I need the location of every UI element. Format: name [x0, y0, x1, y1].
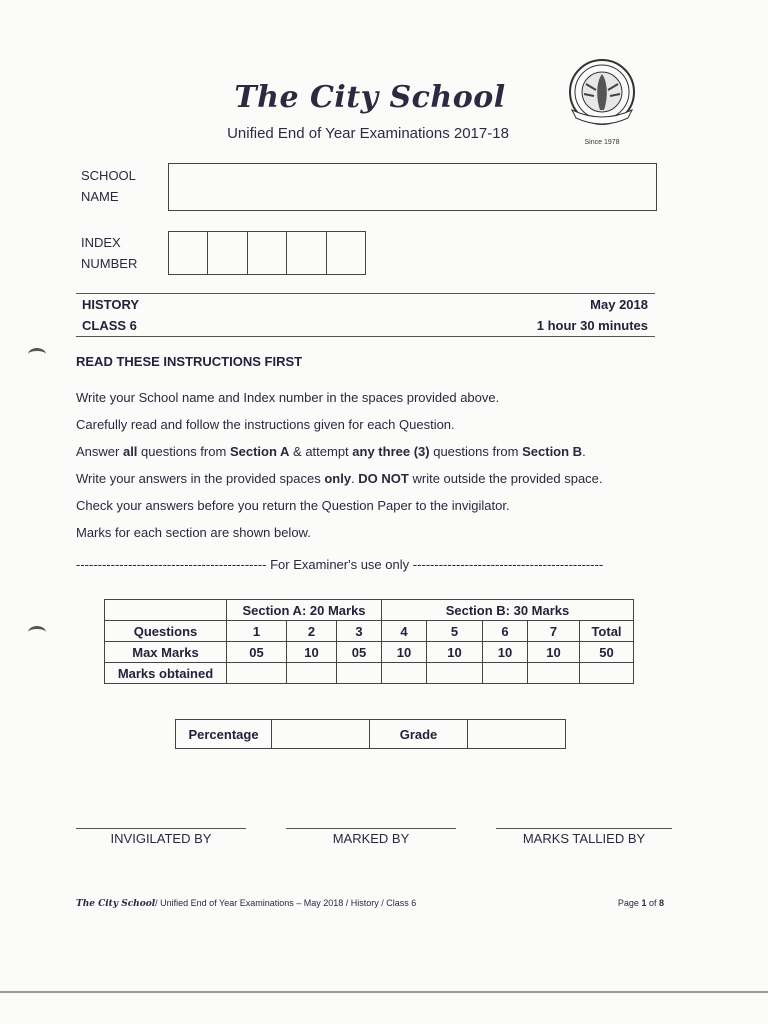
- scan-bottom-edge: [0, 991, 768, 993]
- invigilated-signature-line[interactable]: [76, 828, 246, 829]
- instr3-text: .: [582, 444, 586, 459]
- instr3-text: Answer: [76, 444, 123, 459]
- tallied-signature-line[interactable]: [496, 828, 672, 829]
- max-mark-cell: 10: [287, 642, 337, 663]
- table-row: [105, 600, 634, 621]
- instructions-heading: READ THESE INSTRUCTIONS FIRST: [76, 354, 303, 369]
- max-mark-cell: 10: [528, 642, 580, 663]
- punch-hole-mark: [28, 348, 46, 361]
- index-digit-cell[interactable]: [169, 232, 208, 274]
- question-cell: 2: [287, 621, 337, 642]
- marked-by-label: MARKED BY: [332, 831, 410, 846]
- instr3-bold-all: all: [122, 444, 138, 459]
- index-number-label: [81, 232, 137, 274]
- max-mark-cell: 10: [382, 642, 427, 663]
- subject-bottom-rule: [76, 336, 655, 337]
- instr4-text: write outside the provided space.: [408, 471, 603, 486]
- page-footer: [76, 898, 416, 909]
- max-mark-cell: 10: [427, 642, 483, 663]
- subject-name: HISTORY: [82, 297, 140, 312]
- obtained-mark-cell-total[interactable]: [580, 663, 634, 684]
- instr4-bold-only: only: [324, 471, 352, 486]
- instr3-text: questions from: [429, 444, 523, 459]
- question-cell: 1: [227, 621, 287, 642]
- subject-class: CLASS 6: [82, 318, 137, 333]
- page-total: 8: [658, 898, 664, 908]
- instr3-text: questions from: [137, 444, 230, 459]
- grade-field[interactable]: [468, 720, 566, 749]
- examiner-use-divider: -------------------------------------------- For Examiner's use only --------------------------------------------: [76, 557, 604, 572]
- instr3-bold-section-a: Section A: [229, 444, 290, 459]
- exam-date: May 2018: [590, 297, 648, 312]
- instruction-line-1: Write your School name and Index number in the spaces provided above.: [76, 390, 500, 405]
- row-label-questions: Questions: [105, 621, 227, 642]
- page-number: [560, 898, 664, 908]
- question-cell: 7: [528, 621, 580, 642]
- footer-brand: The City School: [76, 899, 156, 909]
- percentage-label: Percentage: [176, 720, 272, 749]
- obtained-mark-cell[interactable]: [227, 663, 287, 684]
- instr3-bold-section-b: Section B: [522, 444, 583, 459]
- max-mark-cell-total: 50: [580, 642, 634, 663]
- instr3-bold-any-three: any three (3): [352, 444, 430, 459]
- grade-table: [175, 719, 566, 749]
- school-brand-title: The City School: [234, 80, 506, 115]
- index-digit-cell[interactable]: [208, 232, 247, 274]
- table-row: [105, 642, 634, 663]
- school-crest-logo: [566, 58, 638, 130]
- question-cell-total: Total: [580, 621, 634, 642]
- table-row: [105, 621, 634, 642]
- page-prefix: Page: [617, 898, 642, 908]
- logo-since-text: Since 1978: [584, 139, 620, 146]
- index-label-line2: NUMBER: [81, 256, 138, 271]
- obtained-mark-cell[interactable]: [427, 663, 483, 684]
- obtained-mark-cell[interactable]: [337, 663, 382, 684]
- exam-duration: 1 hour 30 minutes: [536, 318, 648, 333]
- table-cell-empty: [105, 600, 227, 621]
- section-b-header: Section B: 30 Marks: [382, 600, 634, 621]
- row-label-max-marks: Max Marks: [105, 642, 227, 663]
- instr4-text: Write your answers in the provided spaces: [76, 471, 325, 486]
- footer-text: / Unified End of Year Examinations – May 2018 / History / Class 6: [155, 898, 417, 908]
- question-cell: 5: [427, 621, 483, 642]
- row-label-marks-obtained: Marks obtained: [105, 663, 227, 684]
- index-number-field[interactable]: [168, 231, 366, 275]
- school-label-line1: SCHOOL: [81, 168, 136, 183]
- index-label-line1: INDEX: [81, 235, 121, 250]
- instruction-line-4: [76, 471, 603, 486]
- instruction-line-2: Carefully read and follow the instructions given for each Question.: [76, 417, 455, 432]
- invigilated-by-label: INVIGILATED BY: [110, 831, 212, 846]
- marks-table: [104, 599, 634, 684]
- question-cell: 6: [483, 621, 528, 642]
- grade-label: Grade: [370, 720, 468, 749]
- obtained-mark-cell[interactable]: [483, 663, 528, 684]
- percentage-field[interactable]: [272, 720, 370, 749]
- instr4-text: .: [351, 471, 359, 486]
- question-cell: 4: [382, 621, 427, 642]
- punch-hole-mark: [28, 626, 46, 639]
- school-name-field[interactable]: [168, 163, 657, 211]
- index-digit-cell[interactable]: [287, 232, 326, 274]
- obtained-mark-cell[interactable]: [287, 663, 337, 684]
- instruction-line-5: Check your answers before you return the Question Paper to the invigilator.: [76, 498, 510, 513]
- index-digit-cell[interactable]: [248, 232, 287, 274]
- subject-left: [82, 294, 139, 336]
- table-row: [105, 663, 634, 684]
- school-name-label: [81, 165, 136, 207]
- max-mark-cell: 05: [337, 642, 382, 663]
- section-a-header: Section A: 20 Marks: [227, 600, 382, 621]
- index-digit-cell[interactable]: [327, 232, 365, 274]
- obtained-mark-cell[interactable]: [528, 663, 580, 684]
- school-label-line2: NAME: [81, 189, 119, 204]
- instruction-line-6: Marks for each section are shown below.: [76, 525, 311, 540]
- instr4-bold-do-not: DO NOT: [358, 471, 409, 486]
- subject-right: [448, 294, 648, 336]
- max-mark-cell: 10: [483, 642, 528, 663]
- page-current: 1: [641, 898, 647, 908]
- marks-tallied-by-label: MARKS TALLIED BY: [522, 831, 646, 846]
- marked-signature-line[interactable]: [286, 828, 456, 829]
- question-cell: 3: [337, 621, 382, 642]
- instr3-text: & attempt: [289, 444, 353, 459]
- exam-title: Unified End of Year Examinations 2017-18: [227, 125, 509, 142]
- table-row: [176, 720, 566, 749]
- instruction-line-3: [76, 444, 586, 459]
- obtained-mark-cell[interactable]: [382, 663, 427, 684]
- page-of: of: [646, 898, 659, 908]
- max-mark-cell: 05: [227, 642, 287, 663]
